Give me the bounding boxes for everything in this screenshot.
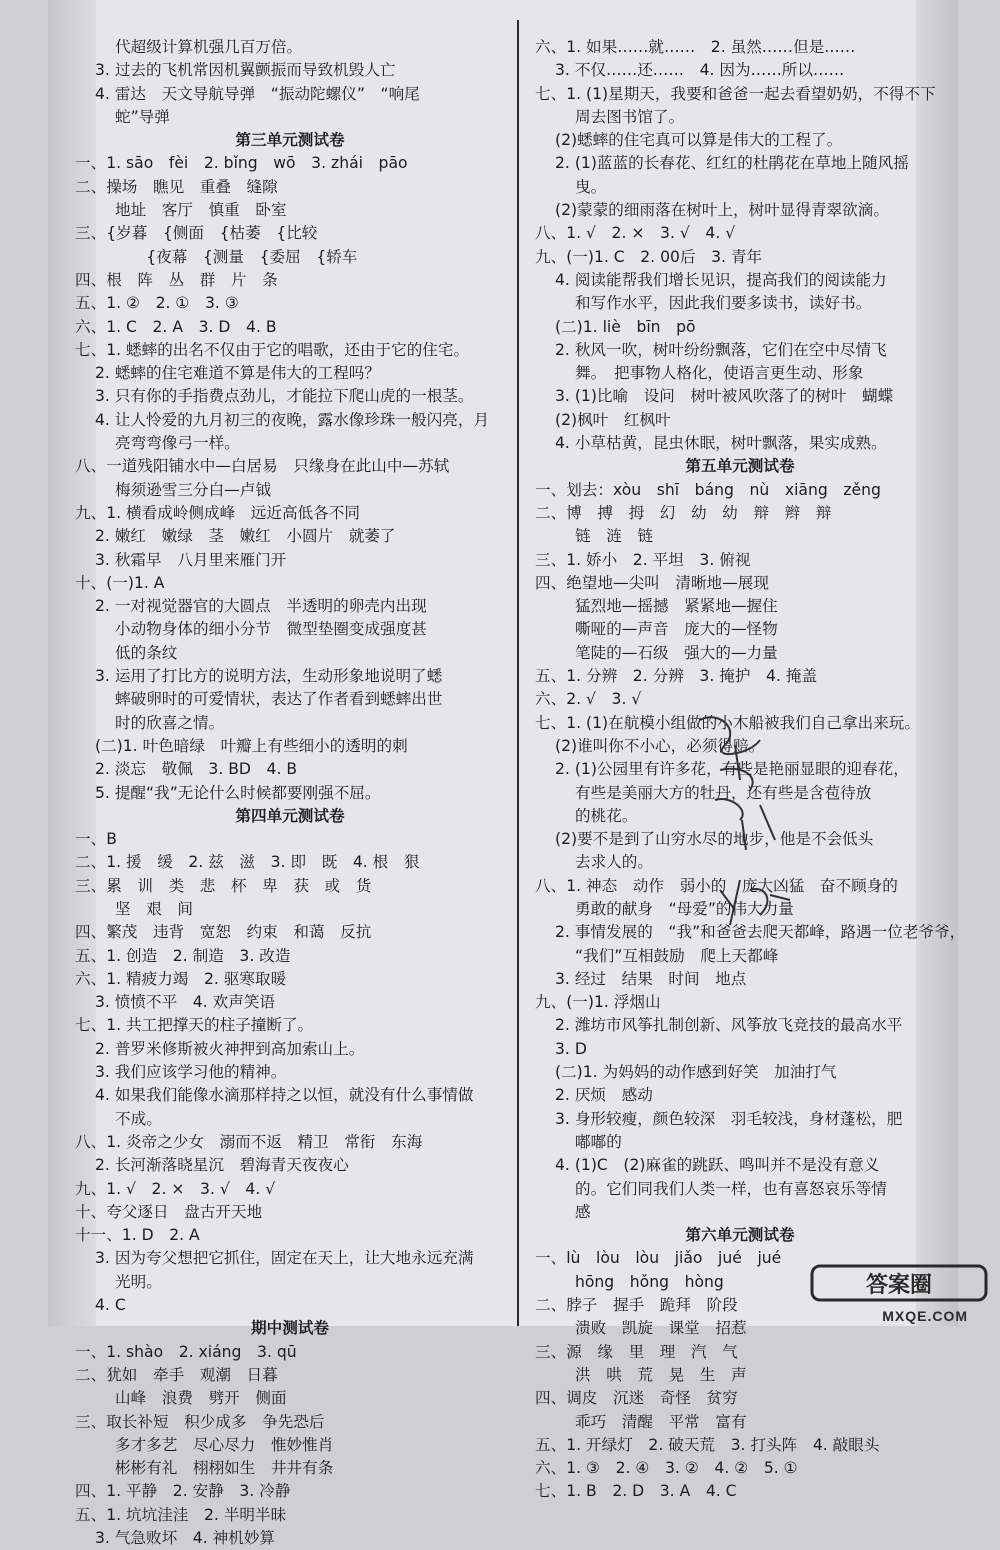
answer-line: 七、1. 蟋蟀的出名不仅由于它的唱歌，还由于它的住宅。 — [75, 340, 470, 359]
answer-line: 5. 提醒“我”无论什么时候都要刚强不屈。 — [95, 783, 381, 802]
answer-line: 六、1. 如果……就…… 2. 虽然……但是…… — [535, 38, 856, 56]
answer-line: 地址 客厅 慎重 卧室 — [115, 201, 287, 220]
answer-line: 2. 嫩红 嫩绿 茎 嫩红 小圆片 就萎了 — [95, 527, 396, 546]
watermark-text: MXQE.COM — [882, 1308, 968, 1324]
answer-line: 4. 让人怜爱的九月初三的夜晚，露水像珍珠一般闪亮，月 — [95, 410, 490, 429]
answer-line: 4. (1)C (2)麻雀的跳跃、鸣叫并不是没有意义 — [555, 1156, 880, 1175]
handwriting-scribble — [680, 700, 820, 930]
answer-line: 彬彬有礼 栩栩如生 井井有条 — [115, 1459, 334, 1478]
answer-line: 链 涟 链 — [575, 527, 653, 546]
answer-line: (2)蟋蟀的住宅真可以算是伟大的工程了。 — [555, 131, 843, 150]
answer-line: 九、1. 横看成岭侧成峰 远近高低各不同 — [75, 503, 360, 522]
answer-line: 蛇”导弹 — [115, 107, 170, 126]
answer-line: 猛烈地—摇撼 紧紧地—握住 — [575, 597, 778, 616]
answer-line: 八、1. √ 2. × 3. √ 4. √ — [535, 224, 736, 243]
answer-line: 嘟嘟的 — [575, 1132, 622, 1151]
answer-line: 4. 雷达 天文导航导弹 “振动陀螺仪” “响尾 — [95, 84, 420, 103]
section-title: 第三单元测试卷 — [235, 131, 345, 150]
answer-line: 五、1. 创造 2. 制造 3. 改造 — [75, 946, 291, 965]
answer-line: (2)谁叫你不小心，必须得赔。 — [555, 736, 765, 755]
answer-line: 3. D — [555, 1039, 587, 1058]
answer-line: 四、1. 平静 2. 安静 3. 冷静 — [75, 1482, 291, 1501]
answer-line: 3. 愤愤不平 4. 欢声笑语 — [95, 993, 276, 1012]
answer-line: (2)枫叶 红枫叶 — [555, 410, 671, 429]
answer-line: 2. 普罗米修斯被火神押到高加索山上。 — [95, 1039, 365, 1058]
answer-line: 三、累 训 类 悲 杯 卑 获 或 货 — [75, 876, 372, 895]
section-title: 第五单元测试卷 — [685, 457, 795, 476]
answer-line: hōng hǒng hòng — [575, 1272, 724, 1291]
answer-line: 四、根 阵 丛 群 片 条 — [75, 270, 278, 289]
answer-line: 十、夸父逐日 盘古开天地 — [75, 1202, 263, 1221]
answer-line: 舞。 把事物人格化，使语言更生动、形象 — [575, 364, 864, 383]
answer-line: 七、1. B 2. D 3. A 4. C — [535, 1482, 737, 1501]
answer-line: 2. 一对视觉器官的大圆点 半透明的卵壳内出现 — [95, 597, 427, 616]
answer-line: 三、{岁暮 {侧面 {枯萎 {比较 — [75, 224, 318, 243]
column-divider — [517, 20, 519, 1326]
answer-line: 二、操场 瞧见 重叠 缝隙 — [75, 177, 278, 196]
answer-line: 蟀破卵时的可爱情状，表达了作者看到蟋蟀出世 — [115, 690, 443, 709]
answer-line: 的桃花。 — [575, 806, 638, 825]
answer-line: 十、(一)1. A — [75, 573, 165, 592]
answer-line: 感 — [575, 1202, 591, 1221]
svg-text:答案圈: 答案圈 — [865, 1273, 933, 1298]
section-title: 期中测试卷 — [251, 1319, 329, 1338]
answer-line: (二)1. 叶色暗绿 叶瓣上有些细小的透明的刺 — [95, 736, 408, 755]
answer-line: 三、1. 娇小 2. 平坦 3. 俯视 — [535, 550, 751, 569]
answer-line: 3. 过去的飞机常因机翼颤振而导致机毁人亡 — [95, 61, 396, 80]
answer-line: 3. 运用了打比方的说明方法，生动形象地说明了蟋 — [95, 667, 443, 686]
answer-line: 二、脖子 握手 跪拜 阶段 — [535, 1296, 738, 1315]
answer-line: 溃败 凯旋 课堂 招惹 — [575, 1319, 747, 1338]
answer-line: 嘶哑的—声音 庞大的—怪物 — [575, 620, 778, 639]
answer-line: (二)1. 为妈妈的动作感到好笑 加油打气 — [555, 1063, 837, 1082]
answer-line: 代超级计算机强几百万倍。 — [115, 38, 303, 56]
left-answer-column — [75, 36, 505, 1550]
answer-line: 和写作水平，因此我们要多读书，读好书。 — [575, 294, 872, 313]
answer-line: 四、繁茂 违背 宽恕 约束 和蔼 反抗 — [75, 923, 372, 942]
answer-line: 3. 秋霜早 八月里来雁门开 — [95, 550, 287, 569]
answer-line: 四、绝望地—尖叫 清晰地—展现 — [535, 573, 769, 592]
answer-line: 二、犹如 牵手 观潮 日暮 — [75, 1365, 278, 1384]
answer-line: 3. 只有你的手指费点劲儿，才能拉下爬山虎的一根茎。 — [95, 387, 474, 406]
answer-line: 4. 小草枯黄，昆虫休眠，树叶飘落，果实成熟。 — [555, 434, 887, 453]
answer-line: 3. 我们应该学习他的精神。 — [95, 1063, 287, 1082]
answer-line: 九、(一)1. C 2. 00后 3. 青年 — [535, 247, 763, 266]
answer-line: 曳。 — [575, 177, 607, 196]
answer-line: 山峰 浪费 劈开 侧面 — [115, 1389, 287, 1408]
answer-line: 乖巧 清醒 平常 富有 — [575, 1412, 747, 1431]
answer-line: 时的欣喜之情。 — [115, 713, 225, 732]
answer-line: 去求人的。 — [575, 853, 653, 872]
answer-line: (二)1. liè bīn pō — [555, 317, 696, 336]
answer-line: 八、1. 炎帝之少女 溺而不返 精卫 常衔 东海 — [75, 1132, 423, 1151]
answer-line: 七、1. 共工把撑天的柱子撞断了。 — [75, 1016, 314, 1035]
answer-line: 3. 不仅……还…… 4. 因为……所以…… — [555, 61, 845, 80]
section-title: 第四单元测试卷 — [235, 806, 345, 825]
answer-line: 五、1. ② 2. ① 3. ③ — [75, 294, 239, 313]
answer-line: 坚 艰 间 — [115, 899, 193, 918]
answer-line: 五、1. 开绿灯 2. 破天荒 3. 打头阵 4. 敲眼头 — [535, 1435, 880, 1454]
answer-line: 二、博 搏 拇 幻 幼 幼 辩 辫 辩 — [535, 503, 832, 522]
answer-line: 光明。 — [115, 1272, 162, 1291]
answer-line: 2. 潍坊市风筝扎制创新、风筝放飞竞技的最高水平 — [555, 1016, 903, 1035]
answer-line: 九、(一)1. 浮烟山 — [535, 993, 661, 1012]
answer-line: 洪 哄 荒 晃 生 声 — [575, 1365, 747, 1384]
answer-line: 五、1. 坑坑洼洼 2. 半明半昧 — [75, 1505, 287, 1524]
section-title: 第六单元测试卷 — [685, 1226, 795, 1245]
answer-line: 3. 经过 结果 时间 地点 — [555, 969, 747, 988]
answer-line: 一、1. sāo fèi 2. bǐng wō 3. zhái pāo — [75, 154, 408, 173]
answer-line: 有些是美丽大方的牡丹，还有些是含苞待放 — [575, 783, 872, 802]
answer-line: 六、1. ③ 2. ④ 3. ② 4. ② 5. ① — [535, 1459, 798, 1478]
answer-line: 七、1. (1)在航模小组做的小木船被我们自己拿出来玩。 — [535, 713, 920, 732]
answer-line: 3. 身形较瘦，颜色较深 羽毛较浅，身材蓬松，肥 — [555, 1109, 903, 1128]
answer-line: 七、1. (1)星期天，我要和爸爸一起去看望奶奶，不得不下 — [535, 84, 936, 103]
answer-line: 2. 淡忘 敬佩 3. BD 4. B — [95, 760, 298, 779]
answer-line: 多才多艺 尽心尽力 惟妙惟肖 — [115, 1435, 334, 1454]
answer-line: 八、1. 神态 动作 弱小的 庞大凶猛 奋不顾身的 — [535, 876, 898, 895]
answer-line: 六、2. √ 3. √ — [535, 690, 642, 709]
answer-line: 一、划去：xòu shī báng nù xiāng zěng — [535, 480, 881, 499]
answer-line: “我们”互相鼓励 爬上天都峰 — [575, 946, 779, 965]
answer-line: 不成。 — [115, 1109, 162, 1128]
answer-line: 4. 阅读能帮我们增长见识，提高我们的阅读能力 — [555, 270, 887, 289]
answer-line: 3. 气急败坏 4. 神机妙算 — [95, 1529, 276, 1547]
answer-line: 2. 事情发展的 “我”和爸爸去爬天都峰，路遇一位老爷爷， — [555, 923, 966, 942]
answer-line: 三、源 缘 里 理 汽 气 — [535, 1342, 738, 1361]
answer-line: 4. C — [95, 1296, 126, 1315]
answer-line: 小动物身体的细小分节 微型垫圈变成强度甚 — [115, 620, 427, 639]
answer-line: 六、1. C 2. A 3. D 4. B — [75, 317, 277, 336]
answer-line: 2. 长河渐落晓星沉 碧海青天夜夜心 — [95, 1156, 349, 1175]
answer-line: 3. (1)比喻 设问 树叶被风吹落了的树叶 蝴蝶 — [555, 387, 894, 406]
answer-line: 九、1. √ 2. × 3. √ 4. √ — [75, 1179, 276, 1198]
answer-line: 五、1. 分辨 2. 分辨 3. 掩护 4. 掩盖 — [535, 667, 818, 686]
answer-line: 周去图书馆了。 — [575, 107, 685, 126]
answer-line: 十一、1. D 2. A — [75, 1226, 200, 1245]
answer-line: 2. (1)蓝蓝的长春花、红红的杜鹃花在草地上随风摇 — [555, 154, 909, 173]
answer-line: (2)蒙蒙的细雨落在树叶上，树叶显得青翠欲滴。 — [555, 201, 889, 220]
watermark-logo — [804, 1258, 994, 1326]
answer-line: 低的条纹 — [115, 643, 178, 662]
answer-line: 4. 如果我们能像水滴那样持之以恒，就没有什么事情做 — [95, 1086, 474, 1105]
answer-line: 三、取长补短 积少成多 争先恐后 — [75, 1412, 325, 1431]
answer-line: 2. 厌烦 感动 — [555, 1086, 653, 1105]
answer-line: 亮弯弯像弓一样。 — [115, 434, 240, 453]
answer-line: 3. 因为夸父想把它抓住，固定在天上，让大地永远充满 — [95, 1249, 474, 1268]
answer-line: 笔陡的—石级 强大的—力量 — [575, 643, 778, 662]
answer-line: 一、B — [75, 830, 117, 849]
answer-line: 2. 蟋蟀的住宅难道不算是伟大的工程吗？ — [95, 364, 380, 383]
answer-line: 梅须逊雪三分白—卢钺 — [115, 480, 271, 499]
answer-line: 勇敢的献身 “母爱”的伟大力量 — [575, 899, 794, 918]
answer-line: {夜幕 {测量 {委屈 {轿车 — [115, 247, 358, 266]
answer-line: 四、调皮 沉迷 奇怪 贫穷 — [535, 1389, 738, 1408]
answer-line: 2. 秋风一吹，树叶纷纷飘落，它们在空中尽情飞 — [555, 340, 887, 359]
answer-line: (2)要不是到了山穷水尽的地步，他是不会低头 — [555, 830, 874, 849]
answer-line: 八、一道残阳铺水中—白居易 只缘身在此山中—苏轼 — [75, 457, 450, 476]
answer-line: 一、lù lòu lòu jiǎo jué jué — [535, 1249, 782, 1268]
answer-line: 二、1. 援 缓 2. 兹 滋 3. 即 既 4. 根 狠 — [75, 853, 420, 872]
answer-line: 2. (1)公园里有许多花，有些是艳丽显眼的迎春花， — [555, 760, 909, 779]
answer-line: 一、1. shào 2. xiáng 3. qū — [75, 1342, 297, 1361]
answer-line: 六、1. 精疲力竭 2. 驱寒取暖 — [75, 969, 287, 988]
answer-line: 的。它们同我们人类一样，也有喜怒哀乐等情 — [575, 1179, 887, 1198]
